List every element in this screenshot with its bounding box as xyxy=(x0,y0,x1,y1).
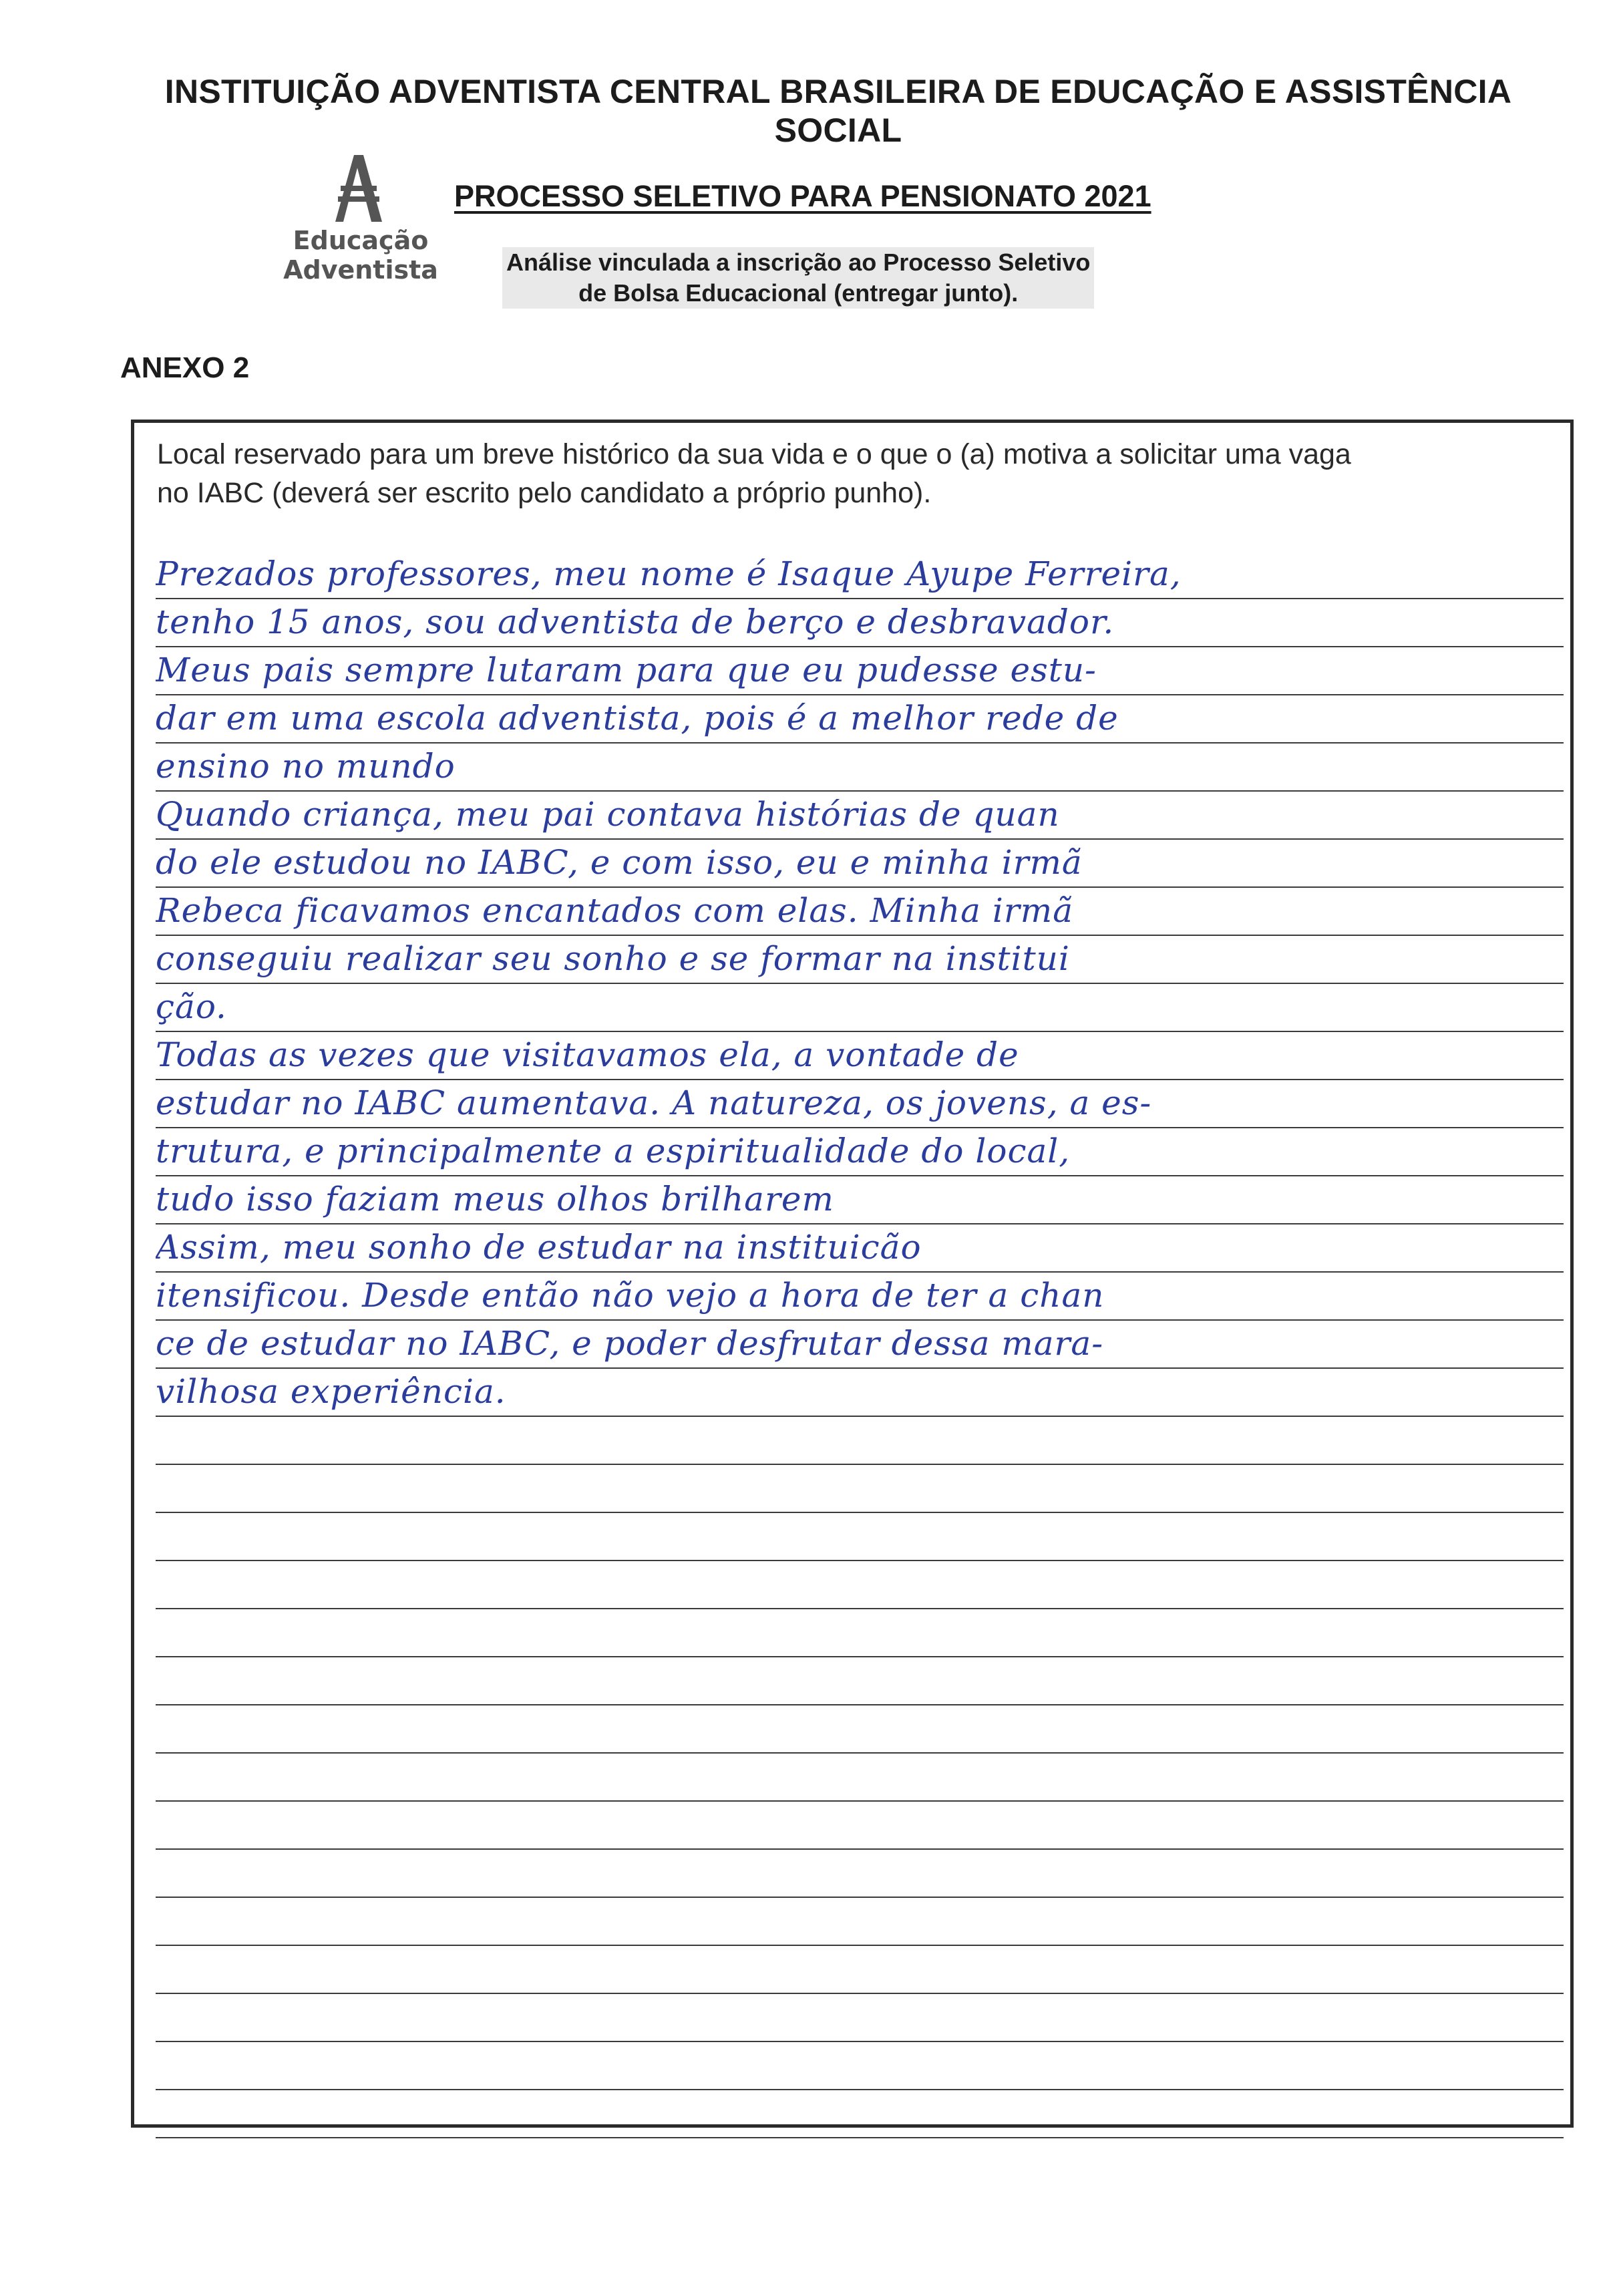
handwritten-line: ção. xyxy=(156,987,227,1026)
ruled-line xyxy=(156,2089,1564,2090)
ruled-line xyxy=(156,1416,1564,1417)
handwritten-line: Todas as vezes que visitavamos ela, a vontade de xyxy=(156,1035,1019,1074)
institution-title-line2: SOCIAL xyxy=(774,112,902,149)
form-instruction-line1: Local reservado para um breve histórico da sua vida e o que o (a) motiva a solicitar uma vaga xyxy=(157,438,1351,470)
educacao-adventista-logo-icon xyxy=(334,155,387,222)
handwritten-line: tudo isso faziam meus olhos brilharem xyxy=(156,1180,834,1218)
educacao-adventista-logo xyxy=(274,155,448,309)
logo-text xyxy=(274,226,448,285)
handwritten-line: conseguiu realizar seu sonho e se formar na institui xyxy=(156,939,1070,978)
ruled-line xyxy=(156,1945,1564,1946)
logo-text-line1: Educação xyxy=(293,226,429,255)
ruled-line xyxy=(156,1560,1564,1561)
ruled-line xyxy=(156,2137,1564,2138)
logo-text-line2: Adventista xyxy=(283,255,438,285)
process-title: PROCESSO SELETIVO PARA PENSIONATO 2021 xyxy=(454,179,1151,213)
handwritten-line: do ele estudou no IABC, e com isso, eu e minha irmã xyxy=(156,843,1083,882)
analysis-note-line1: Análise vinculada a inscrição ao Processo Seletivo xyxy=(506,249,1091,276)
handwritten-text xyxy=(156,550,1565,1416)
ruled-line xyxy=(156,1800,1564,1802)
handwritten-line: estudar no IABC aumentava. A natureza, os jovens, a es- xyxy=(156,1084,1152,1122)
handwritten-line: vilhosa experiência. xyxy=(156,1372,506,1411)
ruled-line xyxy=(156,1897,1564,1898)
handwritten-line: Rebeca ficavamos encantados com elas. Minha irmã xyxy=(156,891,1074,930)
handwritten-line: ce de estudar no IABC, e poder desfrutar dessa mara- xyxy=(156,1324,1104,1363)
handwritten-line: Quando criança, meu pai contava histórias de quan xyxy=(156,795,1060,834)
handwritten-line: tenho 15 anos, sou adventista de berço e desbravador. xyxy=(156,603,1115,641)
handwritten-line: Prezados professores, meu nome é Isaque Ayupe Ferreira, xyxy=(156,554,1182,593)
handwritten-line: dar em uma escola adventista, pois é a melhor rede de xyxy=(156,699,1119,737)
form-instruction-line2: no IABC (deverá ser escrito pelo candidato a próprio punho). xyxy=(157,477,932,509)
institution-title-line1: INSTITUIÇÃO ADVENTISTA CENTRAL BRASILEIRA DE EDUCAÇÃO E ASSISTÊNCIA xyxy=(164,73,1512,110)
ruled-line xyxy=(156,1608,1564,1609)
handwriting-form-box xyxy=(131,420,1574,2128)
ruled-line xyxy=(156,1512,1564,1513)
handwritten-line: ensino no mundo xyxy=(156,747,456,786)
ruled-line xyxy=(156,1704,1564,1705)
handwritten-line: Meus pais sempre lutaram para que eu pudesse estu- xyxy=(156,651,1097,689)
analysis-note-line2: de Bolsa Educacional (entregar junto). xyxy=(578,279,1019,307)
form-instruction xyxy=(157,435,1553,512)
ruled-line xyxy=(156,1848,1564,1850)
analysis-note xyxy=(502,247,1094,309)
ruled-line xyxy=(156,1464,1564,1465)
ruled-line xyxy=(156,1993,1564,1994)
handwritten-line: itensificou. Desde então não vejo a hora de ter a chan xyxy=(156,1276,1105,1315)
ruled-line xyxy=(156,1752,1564,1754)
handwritten-line: Assim, meu sonho de estudar na instituicão xyxy=(156,1228,922,1267)
ruled-line xyxy=(156,2041,1564,2042)
institution-title xyxy=(100,72,1576,150)
annex-label: ANEXO 2 xyxy=(120,351,250,384)
handwritten-line: trutura, e principalmente a espiritualidade do local, xyxy=(156,1132,1071,1170)
ruled-line xyxy=(156,1656,1564,1657)
